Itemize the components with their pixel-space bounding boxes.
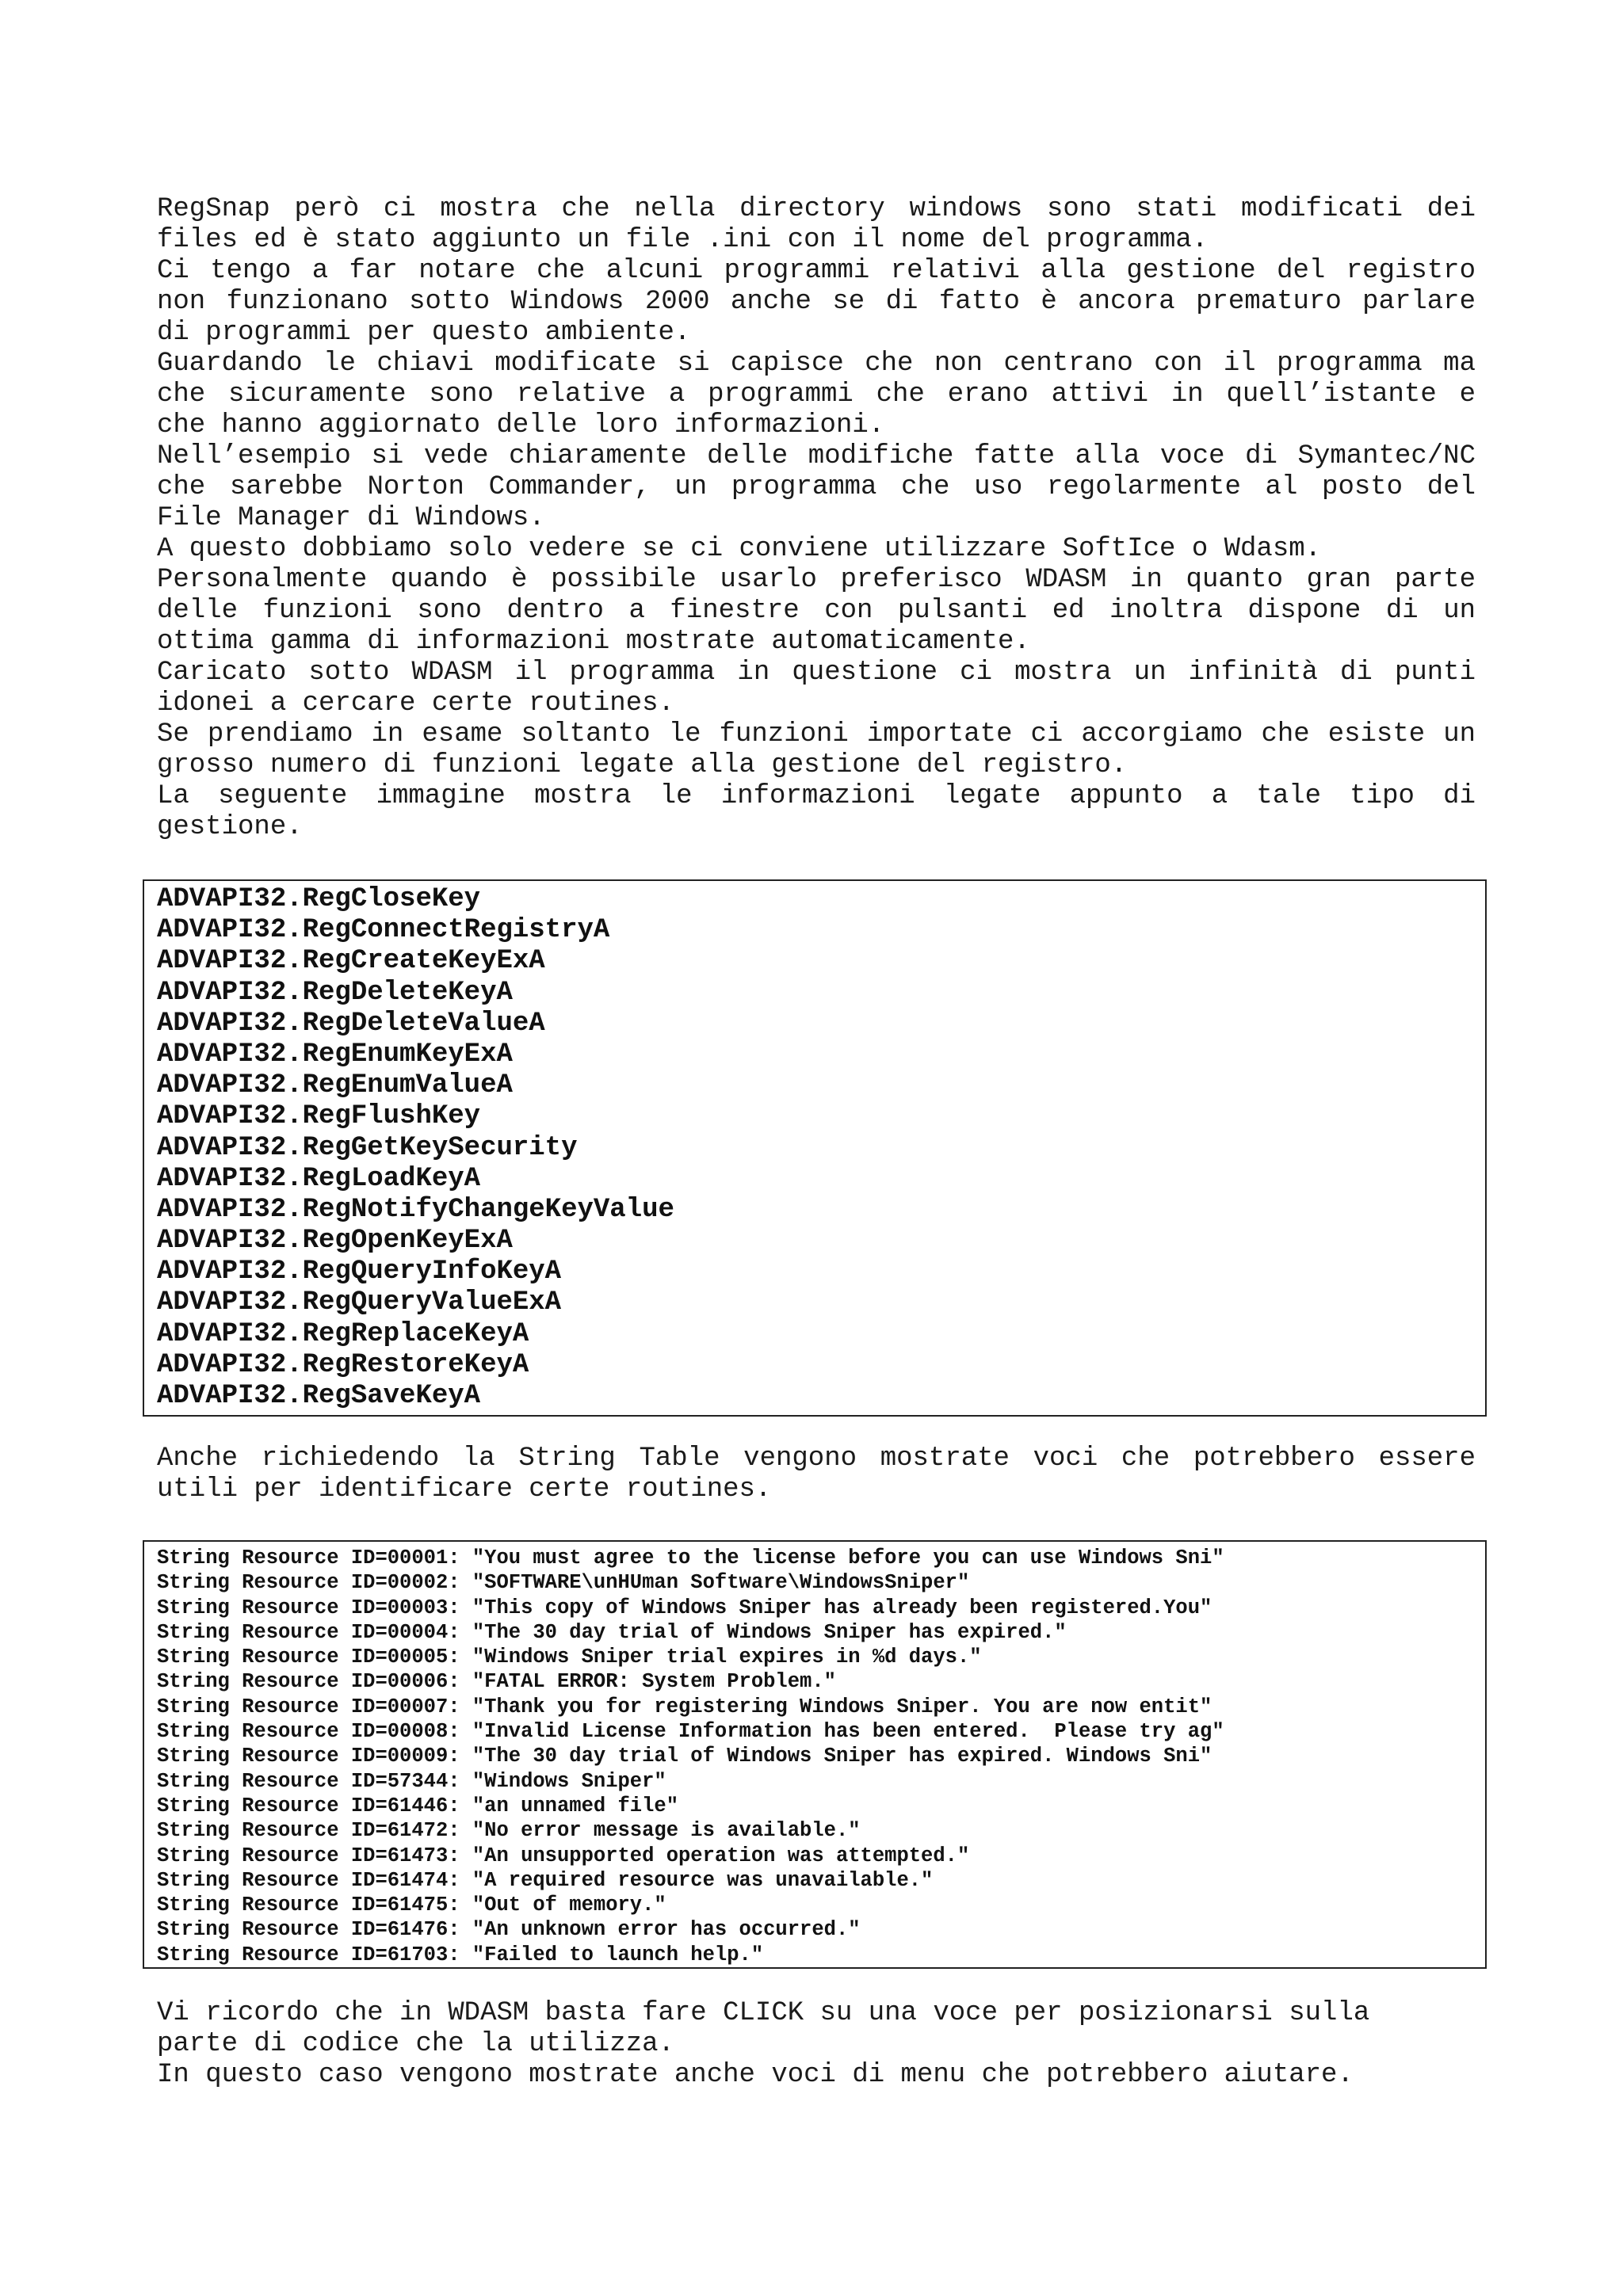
text-line: delle funzioni sono dentro a finestre con pulsanti ed inoltra dispone di un [157,596,1476,626]
api-function-row: ADVAPI32.RegReplaceKeyA [157,1318,529,1349]
text-line: Nell’esempio si vede chiaramente delle modifiche fatte alla voce di Symantec/NC [157,441,1476,471]
text-line: RegSnap però ci mostra che nella directory windows sono stati modificati dei [157,194,1476,224]
text-line: Caricato sotto WDASM il programma in questione ci mostra un infinità di punti [157,658,1476,688]
string-resource-row: String Resource ID=00003: "This copy of Windows Sniper has already been registered.You" [157,1596,1212,1619]
text-line: Se prendiamo in esame soltanto le funzioni importate ci accorgiamo che esiste un [157,719,1476,749]
string-resource-row: String Resource ID=00007: "Thank you for registering Windows Sniper. You are now entit" [157,1695,1212,1718]
text-line: In questo caso vengono mostrate anche voci di menu che potrebbero aiutare. [157,2060,1354,2090]
api-function-row: ADVAPI32.RegRestoreKeyA [157,1349,529,1380]
string-resource-row: String Resource ID=00009: "The 30 day trial of Windows Sniper has expired. Windows Sni" [157,1745,1212,1768]
string-resource-row: String Resource ID=00004: "The 30 day trial of Windows Sniper has expired." [157,1620,1067,1644]
string-resources-box [143,1540,1487,1969]
api-function-row: ADVAPI32.RegSaveKeyA [157,1381,481,1411]
api-function-row: ADVAPI32.RegEnumKeyExA [157,1039,513,1070]
text-line: gestione. [157,812,303,842]
intro-paragraph [157,194,1476,843]
text-line: ottima gamma di informazioni mostrate automaticamente. [157,627,1030,657]
text-line: Personalmente quando è possibile usarlo preferisco WDASM in quanto gran parte [157,565,1476,595]
string-resource-row: String Resource ID=61703: "Failed to launch help." [157,1943,764,1966]
text-line: di programmi per questo ambiente. [157,318,691,348]
api-function-row: ADVAPI32.RegOpenKeyExA [157,1226,513,1257]
api-function-row: ADVAPI32.RegDeleteKeyA [157,977,513,1008]
api-function-row: ADVAPI32.RegQueryInfoKeyA [157,1257,562,1287]
text-line: utili per identificare certe routines. [157,1474,772,1505]
api-function-row: ADVAPI32.RegQueryValueExA [157,1287,562,1318]
api-function-row: ADVAPI32.RegNotifyChangeKeyValue [157,1194,674,1225]
string-resource-row: String Resource ID=00005: "Windows Sniper trial expires in %d days." [157,1646,982,1669]
text-line: Vi ricordo che in WDASM basta fare CLICK su una voce per posizionarsi sulla [157,1998,1370,2028]
text-line: Ci tengo a far notare che alcuni programmi relativi alla gestione del registro [157,256,1476,286]
closing-paragraph [157,1998,1476,2091]
string-resource-row: String Resource ID=00008: "Invalid License Information has been entered. Please try ag" [157,1720,1224,1744]
api-function-row: ADVAPI32.RegCreateKeyExA [157,946,545,977]
text-line: che sicuramente sono relative a programmi che erano attivi in quell’istante e [157,379,1476,410]
text-line: parte di codice che la utilizza. [157,2029,674,2059]
string-resource-row: String Resource ID=61472: "No error message is available." [157,1819,861,1843]
string-resource-row: String Resource ID=00002: "SOFTWARE\unHUman Software\WindowsSniper" [157,1571,970,1595]
string-table-paragraph [157,1444,1476,1505]
imported-functions-box [143,879,1487,1417]
text-line: non funzionano sotto Windows 2000 anche se di fatto è ancora prematuro parlare [157,287,1476,317]
text-line: File Manager di Windows. [157,503,545,533]
string-resource-row: String Resource ID=61446: "an unnamed file" [157,1794,679,1817]
text-line: idonei a cercare certe routines. [157,688,674,719]
text-line: La seguente immagine mostra le informazioni legate appunto a tale tipo di [157,781,1476,811]
api-function-row: ADVAPI32.RegConnectRegistryA [157,915,610,946]
text-line: grosso numero di funzioni legate alla gestione del registro. [157,750,1128,780]
text-line: A questo dobbiamo solo vedere se ci conviene utilizzare SoftIce o Wdasm. [157,534,1322,564]
text-line: Guardando le chiavi modificate si capisce che non centrano con il programma ma [157,349,1476,379]
string-resource-row: String Resource ID=57344: "Windows Sniper" [157,1769,666,1793]
string-resource-row: String Resource ID=61474: "A required resource was unavailable." [157,1868,934,1892]
string-resource-row: String Resource ID=61473: "An unsupported operation was attempted." [157,1844,970,1867]
string-resource-row: String Resource ID=00006: "FATAL ERROR: System Problem." [157,1670,836,1694]
text-line: che hanno aggiornato delle loro informazioni. [157,410,885,441]
text-line: files ed è stato aggiunto un file .ini con il nome del programma. [157,225,1209,255]
api-function-row: ADVAPI32.RegCloseKey [157,884,481,914]
text-line: che sarebbe Norton Commander, un programma che uso regolarmente al posto del [157,472,1476,502]
api-function-row: ADVAPI32.RegLoadKeyA [157,1163,481,1194]
string-resource-row: String Resource ID=61475: "Out of memory." [157,1894,666,1917]
text-line: Anche richiedendo la String Table vengono mostrate voci che potrebbero essere [157,1444,1476,1474]
string-resource-row: String Resource ID=61476: "An unknown error has occurred." [157,1918,861,1942]
string-resource-row: String Resource ID=00001: "You must agree to the license before you can use Windows Sni" [157,1547,1224,1569]
api-function-row: ADVAPI32.RegFlushKey [157,1101,481,1132]
api-function-row: ADVAPI32.RegGetKeySecurity [157,1132,578,1163]
api-function-row: ADVAPI32.RegEnumValueA [157,1070,513,1101]
api-function-row: ADVAPI32.RegDeleteValueA [157,1008,545,1039]
